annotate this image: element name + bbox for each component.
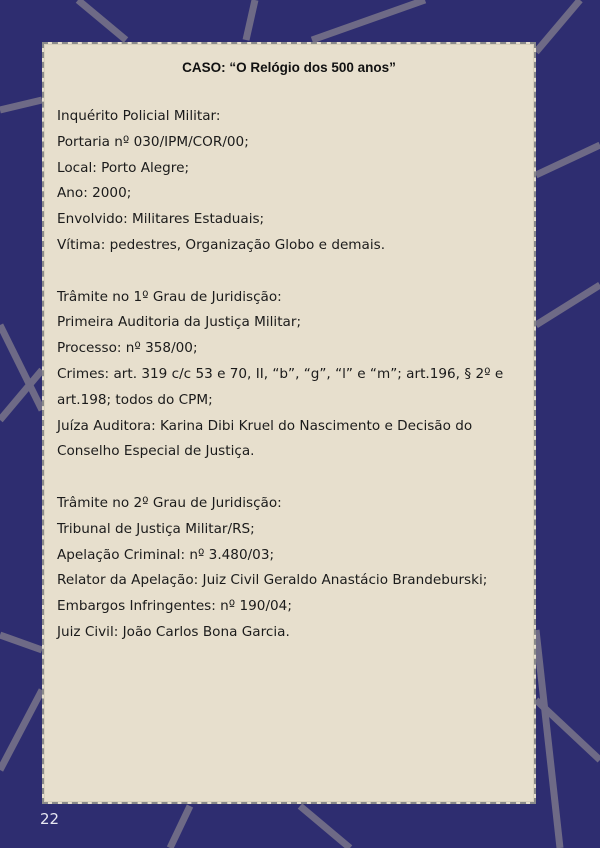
- detail-line: Conselho Especial de Justiça.: [57, 443, 255, 460]
- detail-line: Tribunal de Justiça Militar/RS;: [57, 520, 255, 537]
- detail-line: Juiz Civil: João Carlos Bona Garcia.: [57, 623, 290, 640]
- detail-line: Portaria nº 030/IPM/COR/00;: [57, 133, 249, 150]
- content-card: [42, 42, 536, 804]
- detail-line: Envolvido: Militares Estaduais;: [57, 211, 265, 228]
- page-number: 22: [40, 810, 60, 828]
- detail-line: Embargos Infringentes: nº 190/04;: [57, 598, 292, 615]
- detail-line: Ano: 2000;: [57, 185, 132, 202]
- detail-line: Trâmite no 2º Grau de Juridisção:: [57, 494, 282, 511]
- paragraph-gap: [57, 259, 526, 285]
- detail-line: Trâmite no 1º Grau de Juridisção:: [57, 288, 282, 305]
- detail-line: Inquérito Policial Militar:: [57, 108, 221, 124]
- detail-line: Juíza Auditora: Karina Dibi Kruel do Nascimento e Decisão do: [57, 417, 473, 434]
- detail-line: Relator da Apelação: Juiz Civil Geraldo Anastácio Brandeburski;: [57, 572, 488, 589]
- detail-line: Primeira Auditoria da Justiça Militar;: [57, 314, 302, 331]
- detail-line: Crimes: art. 319 c/c 53 e 70, II, “b”, “g”, “l” e “m”; art.196, § 2º e: [57, 365, 504, 382]
- case-details: [57, 104, 526, 646]
- detail-line: Processo: nº 358/00;: [57, 340, 198, 357]
- detail-line: Apelação Criminal: nº 3.480/03;: [57, 546, 275, 563]
- detail-line: Vítima: pedestres, Organização Globo e demais.: [57, 236, 386, 253]
- case-title: CASO: “O Relógio dos 500 anos”: [182, 60, 396, 75]
- detail-line: Local: Porto Alegre;: [57, 159, 190, 176]
- paragraph-gap: [57, 465, 526, 491]
- detail-line: art.198; todos do CPM;: [57, 391, 213, 408]
